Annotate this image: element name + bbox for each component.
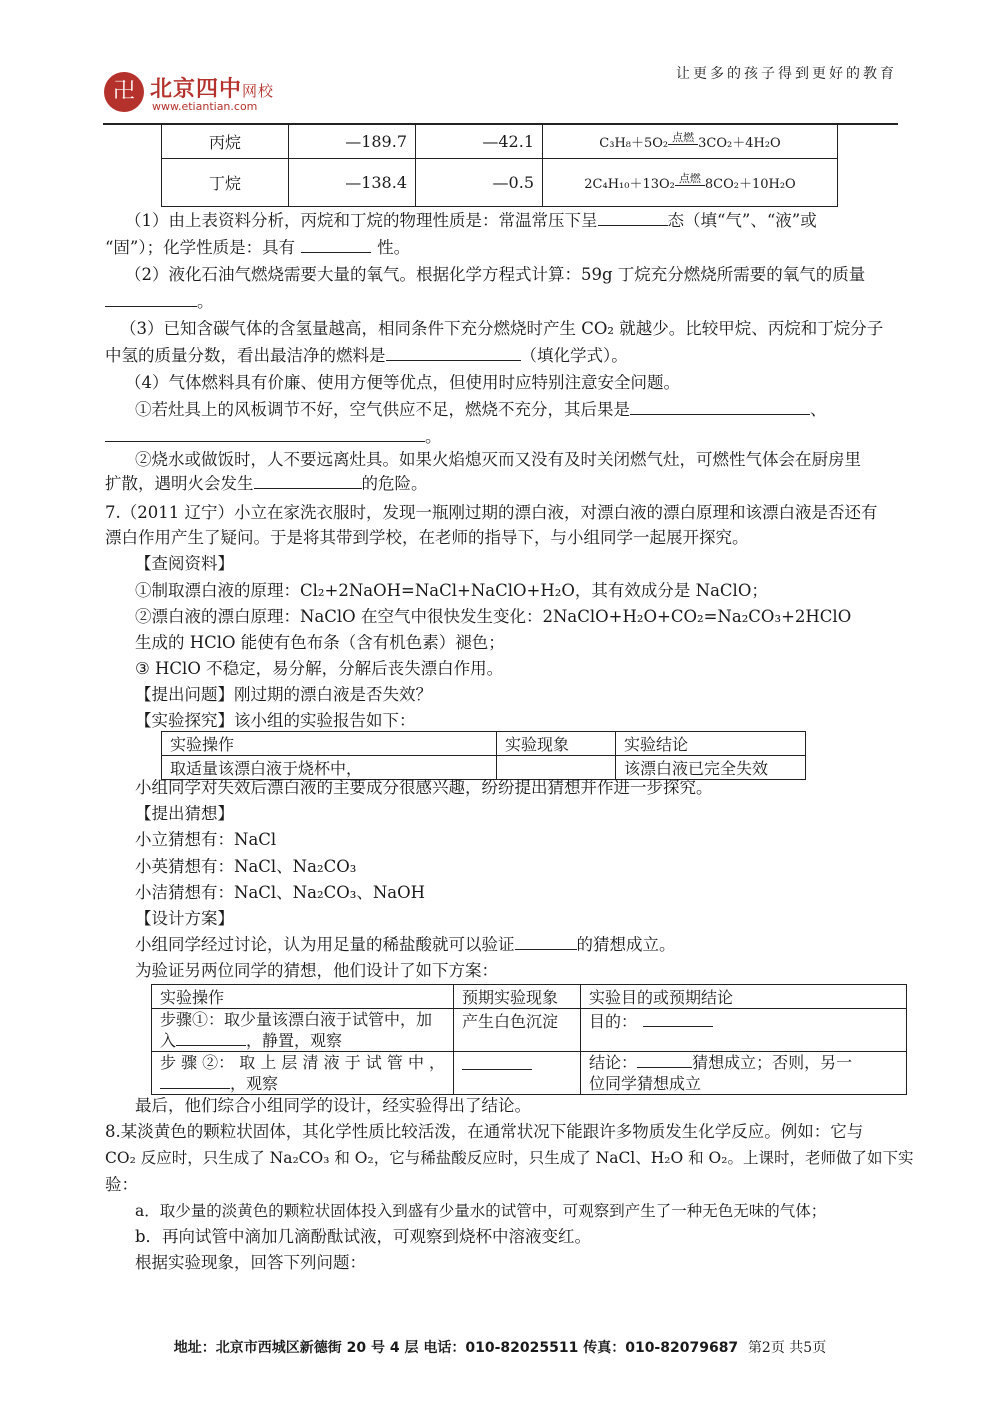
answer-blank[interactable]: [105, 291, 197, 307]
table-row: [162, 732, 806, 756]
q7-ref2b: 生成的 HClO 能使有色布条（含有机色素）褪色；: [135, 633, 505, 652]
q6-part2-line1: （2）液化石油气燃烧需要大量的氧气。根据化学方程式计算：59g 丁烷充分燃烧所需要的氧气的质量: [125, 265, 866, 284]
q7-ref3: ③ HClO 不稳定，易分解，分解后丧失漂白作用。: [135, 659, 504, 678]
header-cell: 实验操作: [162, 732, 497, 756]
eq-products: 8CO₂＋10H₂O: [704, 177, 796, 192]
q6-part4-sub1-cont: 。: [105, 426, 442, 448]
report-phenomenon[interactable]: [497, 756, 616, 780]
q7-guess3: 小洁猜想有：NaCl、Na₂CO₃、NaOH: [135, 883, 426, 902]
q8-line1: 8.某淡黄色的颗粒状固体，其化学性质比较活泼，在通常状况下能跟许多物质发生化学反应。例如：它与: [105, 1122, 864, 1141]
report-table: [161, 731, 806, 780]
q8-prompt: 根据实验现象，回答下列问题：: [135, 1253, 366, 1272]
eq-reactants: C₃H₈＋5O₂: [599, 136, 669, 151]
q6-part4: （4）气体燃料具有价廉、使用方便等优点，但使用时应特别注意安全问题。: [125, 373, 680, 392]
q7-guess-title: 【提出猜想】: [135, 804, 234, 823]
table-row: [152, 1052, 907, 1095]
header-slogan: 让更多的孩子得到更好的教育: [676, 66, 897, 82]
eq-condition: 点燃: [675, 173, 705, 186]
table-row: [162, 125, 838, 159]
q6-part3-line1: （3）已知含碳气体的含氢量越高，相同条件下充分燃烧时产生 CO₂ 就越少。比较甲烷、丙烷和丁烷分子: [120, 319, 884, 338]
plan-step1-goal: 目的：: [581, 1009, 907, 1052]
plan-step2: 步 骤 ②： 取 上 层 清 液 于 试 管 中 ， ，观察: [152, 1052, 454, 1095]
q7-ref-title: 【查阅资料】: [135, 554, 234, 573]
q6-part4-sub1: ①若灶具上的风板调节不好，空气供应不足，燃烧不充分，其后果是 、: [135, 400, 827, 419]
footer-contact: 地址：北京市西城区新德街 20 号 4 层 电话：010-82025511 传真：010-82079687: [173, 1340, 739, 1356]
q7-design-title: 【设计方案】: [135, 909, 234, 928]
plan-step1: 步骤①：取少量该漂白液于试管中，加 入 ，静置，观察: [152, 1009, 454, 1052]
answer-blank[interactable]: [643, 1011, 713, 1027]
q7-question: 【提出问题】刚过期的漂白液是否失效？: [135, 685, 432, 704]
header-cell: 实验现象: [497, 732, 616, 756]
answer-blank[interactable]: [462, 1054, 532, 1070]
answer-blank[interactable]: [598, 210, 668, 226]
page-number: 第2页 共5页: [747, 1340, 827, 1356]
q7-intro-line2: 漂白作用产生了疑问。于是将其带到学校，在老师的指导下，与小组同学一起展开探究。: [105, 528, 749, 547]
q7-final: 最后，他们综合小组同学的设计，经实验得出了结论。: [135, 1096, 531, 1115]
plan-step2-phenomenon: [454, 1052, 581, 1095]
answer-blank[interactable]: [176, 1030, 246, 1046]
q6-part1-line2: “固”）；化学性质是：具有 性。: [105, 238, 411, 257]
q7-guess1: 小立猜想有：NaCl: [135, 830, 277, 849]
q6-part1-line1: （1）由上表资料分析，丙烷和丁烷的物理性质是：常温常压下呈 态（填“气”、“液”或: [125, 211, 817, 230]
brand-name: 北京四中网校: [150, 77, 275, 102]
q8-step-a: a．取少量的淡黄色的颗粒状固体投入到盛有少量水的试管中，可观察到产生了一种无色无味的气体；: [135, 1202, 827, 1220]
plan-table: [151, 984, 907, 1095]
q8-step-b: b．再向试管中滴加几滴酚酞试液，可观察到烧杯中溶液变红。: [135, 1227, 592, 1246]
report-operation: 取适量该漂白液于烧杯中，: [162, 756, 497, 780]
eq-products: 3CO₂＋4H₂O: [698, 136, 781, 151]
fuel-name: 丁烷: [162, 159, 289, 207]
q6-part2-line2: 。: [105, 291, 214, 313]
header-cell: 实验目的或预期结论: [581, 985, 907, 1009]
q7-intro-line1: 7.（2011 辽宁）小立在家洗衣服时，发现一瓶刚过期的漂白液，对漂白液的漂白原理和该漂白液是否还有: [105, 503, 878, 522]
q7-guess2: 小英猜想有：NaCl、Na₂CO₃: [135, 857, 357, 876]
melting-point: —138.4: [289, 159, 416, 207]
combustion-equation: [543, 159, 838, 207]
page-footer: [0, 1337, 1000, 1357]
eq-reactants: 2C₄H₁₀＋13O₂: [584, 177, 675, 192]
q7-design1: 小组同学经过讨论，认为用足量的稀盐酸就可以验证 的猜想成立。: [135, 935, 676, 954]
answer-blank[interactable]: [637, 1052, 692, 1068]
fuel-table: [161, 124, 838, 207]
brand-url: www.etiantian.com: [152, 100, 258, 113]
brand-suffix: 网校: [242, 82, 275, 100]
combustion-equation: [543, 125, 838, 159]
boiling-point: —42.1: [416, 125, 543, 159]
q6-part4-sub2-line2: 扩散，遇明火会发生 的危险。: [105, 474, 428, 493]
answer-blank[interactable]: [386, 345, 521, 361]
plan-step2-conclusion: 结论： 猜想成立；否则，另一 位同学猜想成立: [581, 1052, 907, 1095]
answer-blank[interactable]: [515, 934, 577, 950]
answer-blank[interactable]: [160, 1073, 230, 1089]
header-cell: 预期实验现象: [454, 985, 581, 1009]
answer-blank[interactable]: [301, 237, 371, 253]
q7-design2: 为验证另两位同学的猜想，他们设计了如下方案：: [135, 961, 498, 980]
eq-condition: 点燃: [668, 132, 698, 145]
fuel-name: 丙烷: [162, 125, 289, 159]
q7-ref2: ②漂白液的漂白原理：NaClO 在空气中很快发生变化：2NaClO+H₂O+CO₂=Na₂CO₃+2HClO: [135, 607, 852, 626]
answer-blank[interactable]: [630, 399, 810, 415]
header-cell: 实验操作: [152, 985, 454, 1009]
boiling-point: —0.5: [416, 159, 543, 207]
q7-ref1: ①制取漂白液的原理：Cl₂+2NaOH=NaCl+NaClO+H₂O，其有效成分是 NaClO；: [135, 581, 768, 600]
table-row: [162, 756, 806, 780]
q6-part4-sub2-line1: ②烧水或做饭时，人不要远离灶具。如果火焰熄灭而又没有及时关闭燃气灶，可燃性气体会在厨房里: [135, 450, 861, 469]
table-row: [152, 1009, 907, 1052]
report-conclusion: 该漂白液已完全失效: [616, 756, 806, 780]
q7-interest: 小组同学对失效后漂白液的主要成分很感兴趣，纷纷提出猜想并作进一步探究。: [135, 778, 713, 797]
table-row: [152, 985, 907, 1009]
header-cell: 实验结论: [616, 732, 806, 756]
melting-point: —189.7: [289, 125, 416, 159]
answer-blank[interactable]: [105, 426, 425, 442]
school-logo-icon: 卍: [104, 72, 144, 112]
q7-explore: 【实验探究】该小组的实验报告如下：: [135, 711, 416, 730]
table-row: [162, 159, 838, 207]
q6-part3-line2: 中氢的质量分数，看出最洁净的燃料是 （填化学式）。: [105, 346, 628, 365]
answer-blank[interactable]: [254, 473, 362, 489]
q8-line3: 验：: [105, 1175, 138, 1194]
q8-line2: CO₂ 反应时，只生成了 Na₂CO₃ 和 O₂，它与稀盐酸反应时，只生成了 NaCl、H₂O 和 O₂。上课时，老师做了如下实: [105, 1149, 914, 1167]
plan-step1-phenomenon: 产生白色沉淀: [454, 1009, 581, 1052]
